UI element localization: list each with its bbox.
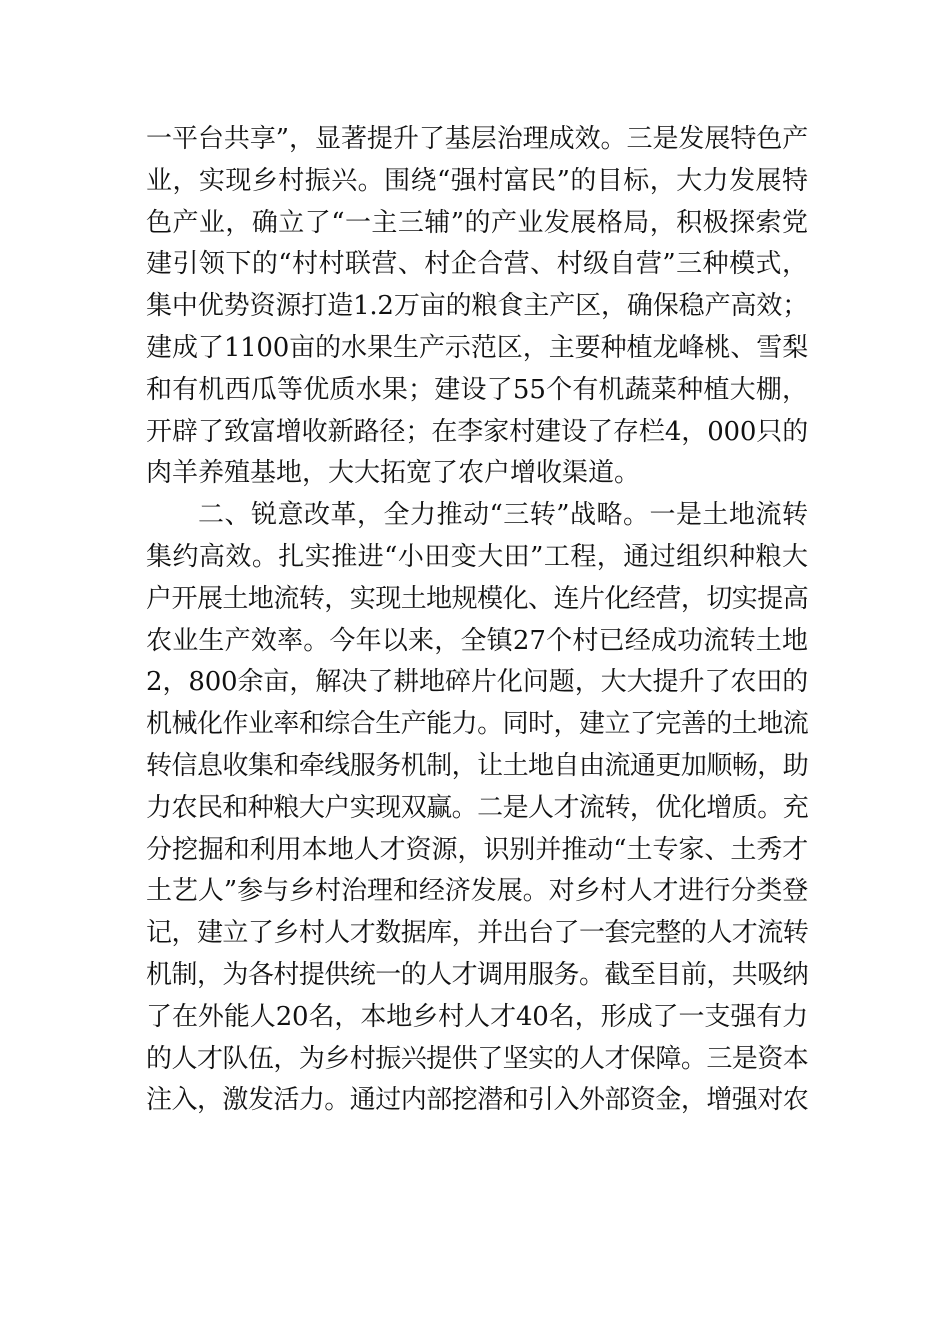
text-line: 机制，为各村提供统一的人才调用服务。截至目前，共吸纳 [146, 959, 808, 990]
text-line: 了在外能人20名，本地乡村人才40名，形成了一支强有力 [146, 1001, 808, 1032]
text-line: 建成了1100亩的水果生产示范区，主要种植龙峰桃、雪梨 [146, 332, 808, 363]
text-line: 土艺人”参与乡村治理和经济发展。对乡村人才进行分类登 [146, 876, 808, 907]
body-text [146, 119, 808, 1122]
text-line: 农业生产效率。今年以来，全镇27个村已经成功流转土地 [146, 625, 808, 656]
paragraph-end-line: 肉羊养殖基地，大大拓宽了农户增收渠道。 [146, 458, 641, 489]
text-line: 分挖掘和利用本地人才资源，识别并推动“土专家、土秀才 [146, 834, 808, 865]
text-line: 注入，激发活力。通过内部挖潜和引入外部资金，增强对农 [146, 1085, 808, 1116]
text-line: 开辟了致富增收新路径；在李家村建设了存栏4，000只的 [146, 416, 808, 447]
text-line: 和有机西瓜等优质水果；建设了55个有机蔬菜种植大棚， [146, 374, 808, 405]
paragraph-start-line: 二、锐意改革，全力推动“三转”战略。一是土地流转 [198, 500, 808, 531]
text-line: 业，实现乡村振兴。围绕“强村富民”的目标，大力发展特 [146, 165, 808, 196]
text-line: 集中优势资源打造1.2万亩的粮食主产区，确保稳产高效； [146, 291, 808, 322]
text-line: 记，建立了乡村人才数据库，并出台了一套完整的人才流转 [146, 918, 808, 949]
text-line: 色产业，确立了“一主三辅”的产业发展格局，积极探索党 [146, 207, 808, 238]
text-line: 转信息收集和牵线服务机制，让土地自由流通更加顺畅，助 [146, 750, 808, 781]
text-line: 的人才队伍，为乡村振兴提供了坚实的人才保障。三是资本 [146, 1043, 808, 1074]
text-line: 集约高效。扎实推进“小田变大田”工程，通过组织种粮大 [146, 541, 808, 572]
text-line: 机械化作业率和综合生产能力。同时，建立了完善的土地流 [146, 709, 808, 740]
text-line: 力农民和种粮大户实现双赢。二是人才流转，优化增质。充 [146, 792, 808, 823]
text-line: 户开展土地流转，实现土地规模化、连片化经营，切实提高 [146, 583, 808, 614]
text-line: 建引领下的“村村联营、村企合营、村级自营”三种模式， [146, 249, 808, 280]
text-line: 2，800余亩，解决了耕地碎片化问题，大大提升了农田的 [146, 667, 808, 698]
text-line: 一平台共享”，显著提升了基层治理成效。三是发展特色产 [146, 124, 808, 154]
